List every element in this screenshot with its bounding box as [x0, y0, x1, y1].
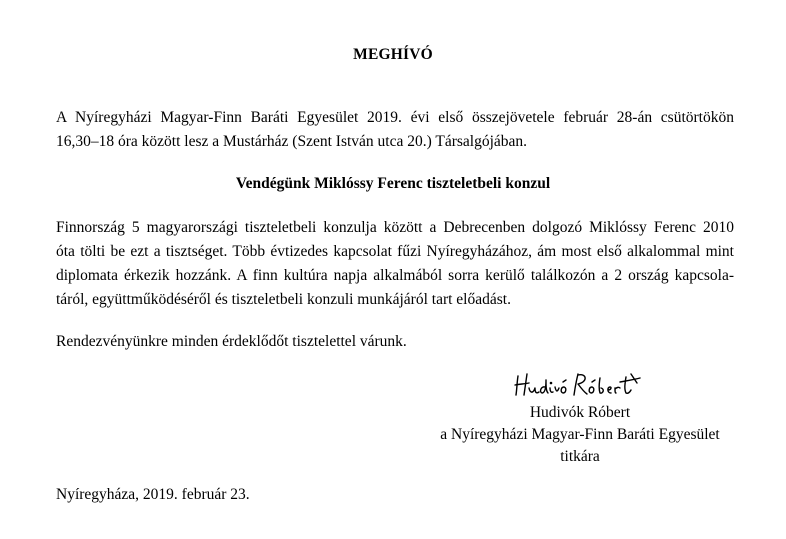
signature-block [420, 402, 740, 468]
intro-line: A Nyíregyházi Magyar-Finn Baráti Egyesület 2019. évi első összejövetele február 28-án csütörtökön [56, 109, 734, 126]
body-line: táról, együttműködéséről és tiszteletbeli konzuli munkájáról tart előadást. [56, 291, 511, 308]
signer-name: Hudivók Róbert [529, 404, 631, 421]
body-line: Finnország 5 magyarországi tiszteletbeli konzulja között a Debrecenben dolgozó Miklóssy Ferenc 2010 [56, 219, 734, 236]
body-line: óta tölti be ezt a tisztséget. Több évtizedes kapcsolat fűzi Nyíregyházához, ám most első alkalommal mint [56, 243, 734, 260]
closing-paragraph [56, 330, 734, 354]
handwritten-signature [512, 368, 662, 402]
guest-subheading: Vendégünk Miklóssy Ferenc tiszteletbeli konzul [235, 175, 551, 192]
signer-role: titkára [560, 448, 600, 465]
body-paragraph [56, 216, 734, 312]
place-and-date: Nyíregyháza, 2019. február 23. [56, 486, 250, 503]
signer-organization: a Nyíregyházi Magyar-Finn Baráti Egyesület [440, 426, 720, 443]
closing-line: Rendezvényünkre minden érdeklődőt tisztelettel várunk. [56, 333, 407, 350]
intro-line: 16,30–18 óra között lesz a Mustárház (Szent István utca 20.) Társalgójában. [56, 133, 528, 150]
intro-paragraph [56, 106, 734, 154]
body-line: diplomata érkezik hozzánk. A finn kultúra napja alkalmából sorra kerülő találkozón a 2 ország kapcsola- [56, 267, 734, 284]
document-title: MEGHÍVÓ [353, 46, 433, 63]
